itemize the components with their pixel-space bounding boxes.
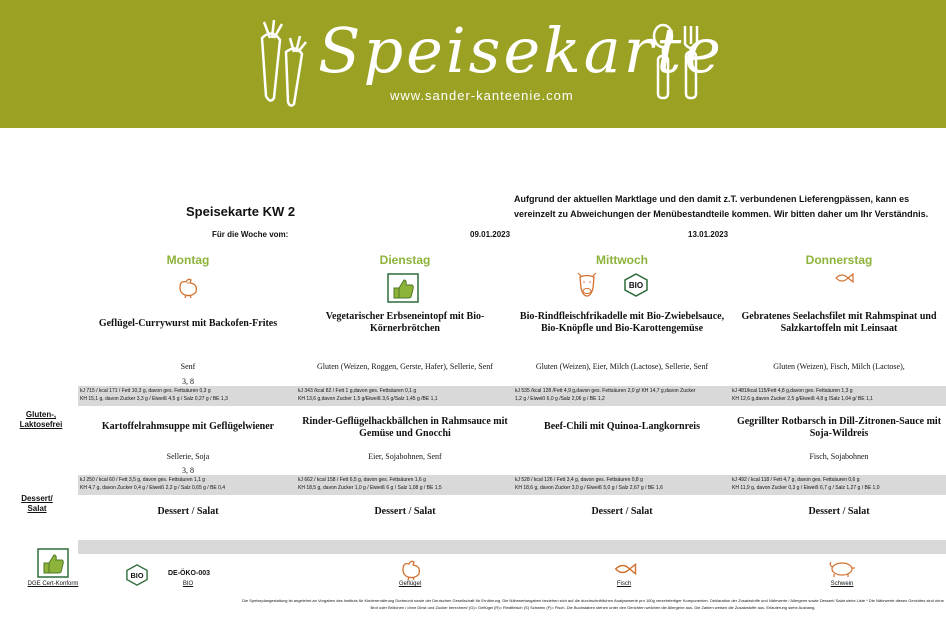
- nutrition-monday-1: kJ 715 / kcal 171 / Fett 10,3 g, davon ges. Fettsäuren 0,3 g KH 15,1 g, davon Zucker 3,3 g / Eiweiß 4,5 g / Salz 0,27 g / BE 1,3: [80, 388, 228, 402]
- nutrition-tuesday-2: kJ 662 / kcal 158 / Fett 6,5 g, davon ges. Fettsäuren 1,6 g KH 18,5 g, davon Zucker 1,0 g / Eiweiß 6 g / Salz 1,08 g / BE 1,5: [298, 477, 442, 491]
- allergens-thursday-2: Fisch, Sojabohnen: [809, 452, 869, 461]
- nutrition-thursday-1: kJ 481/kcal 115/Fett 4,8 g,davon ges. Fettsäuren 1,3 g KH 12,6 g,davon Zucker 2,5 g/Eiweiß 4,8 g /Salz 1,04 g/ BE 1,1: [732, 388, 873, 402]
- legend-fish: Fisch: [616, 581, 632, 587]
- thumbs-up-icon: [388, 274, 418, 302]
- menu-title: Speisekarte KW 2: [186, 204, 296, 219]
- footnote: Die Speiseplangestaltung ist angelehnt an Vorgaben des Instituts für Kinderernährung Dortmund sowie der Deutschen Gesellschaft für Ernährung. Die Nährwertangaben beziehen sich auf die durchschnittlichen Analysewerte pro 100g verzehrfertiger Komponenten. Deklaration der Zusatzstoffe und Nährwerte / Allergene sowie Dessert/ Salat siehe Liste * Die Nährwerte dieses Gerichtes sind ohne Brot oder Brötchen / ohne Dinst und Zucker berechnet/ (G)= Geflügel (R)= Rindfleisch (S) Schwein (F)= Fisch. Die Buchstaben stehen unter den Gerichten welchen die Allergene aus. Die Zahlen weisen die Zusatzstoffe aus. Erläuterung siehe Aushang.: [242, 598, 944, 610]
- banner-url[interactable]: www.sander-kanteenie.com: [390, 88, 574, 103]
- notice-text: Aufgrund der aktuellen Marktlage und den damit z.T. verbundenen Lieferengpässen, kann es vereinzelt zu Abweichungen der Menübestandteile kommen. Wir bitten daher um Ihr Verständnis.: [514, 194, 929, 219]
- dish-thursday-2: Gegrillter Rotbarsch in Dill-Zitronen-Sauce mit Soja-Wildreis: [736, 416, 942, 439]
- dge-thumbs-up-icon: [38, 549, 68, 577]
- nutrition-monday-2: kJ 250 / kcal 60 / Fett 3,5 g, davon ges. Fettsäuren 1,1 g KH 4,7 g, davon Zucker 0,4 g / Eiweiß 2,2 g / Salz 0,65 g / BE 0,4: [80, 477, 226, 491]
- dish-thursday-1: Gebratenes Seelachsfilet mit Rahmspinat und Salzkartoffeln mit Leinsaat: [741, 311, 937, 334]
- day-wednesday: Mittwoch: [596, 253, 648, 267]
- chicken-icon: [176, 276, 200, 298]
- legend-fish-icon: [612, 562, 638, 576]
- dessert-tuesday: Dessert / Salat: [374, 506, 436, 517]
- day-tuesday: Dienstag: [379, 253, 431, 267]
- legend-chicken-icon: [399, 558, 423, 580]
- allergens-monday-2: Sellerie, Soja: [166, 452, 210, 461]
- fish-icon: [834, 272, 854, 284]
- separator-band: [78, 540, 946, 554]
- bio-seal-icon: [624, 273, 648, 297]
- legend-bio-code: DE-ÖKO-003: [168, 570, 211, 577]
- dish-wednesday-2: Beef-Chili mit Quinoa-Langkornreis: [544, 421, 700, 432]
- day-monday: Montag: [166, 253, 210, 267]
- legend-bio-seal-icon: [126, 564, 148, 586]
- dish-tuesday-1: Vegetarischer Erbseneintopf mit Bio-Körnerbrötchen: [325, 311, 485, 334]
- carrot-icon: [250, 18, 310, 108]
- allergens-wednesday-1: Gluten (Weizen), Eier, Milch (Lactose), Sellerie, Senf: [535, 362, 709, 371]
- week-label: Für die Woche vom:: [212, 230, 289, 239]
- legend-dge: DGE Cert-Konform: [27, 581, 79, 587]
- nutrition-wednesday-2: kJ 528 / kcal 126 / Fett 3,4 g, davon ges. Fettsäuren 0,8 g KH 18,6 g, davon Zucker 3,0 g / Eiweiß 5,0 g / Salz 2,67 g / BE 1,6: [515, 477, 663, 491]
- dessert-wednesday: Dessert / Salat: [591, 506, 653, 517]
- legend-bio: BIO: [182, 581, 194, 587]
- allergens-tuesday-1: Gluten (Weizen, Roggen, Gerste, Hafer), Sellerie, Senf: [317, 362, 493, 371]
- dish-monday-2: Kartoffelrahmsuppe mit Geflügelwiener: [101, 421, 275, 432]
- nutrition-thursday-2: kJ 492 / kcal 118 / Fett 4,7 g, davon ges. Fettsäuren 0,6 g KH 11,9 g, davon Zucker 0,3 g / Eiweiß 6,7 g / Salz 1,27 g / BE 1,0: [732, 477, 880, 491]
- day-thursday: Donnerstag: [805, 253, 873, 267]
- dessert-thursday: Dessert / Salat: [808, 506, 870, 517]
- dish-wednesday-1: Bio-Rindfleischfrikadelle mit Bio-Zwiebelsauce, Bio-Knöpfle und Bio-Karottengemüse: [519, 311, 725, 334]
- nutrition-tuesday-1: kJ 343 /kcal 82 / Fett 1 g,davon ges. Fettsäuren 0,1 g KH 13,6 g,davon Zucker 1,5 g/Eiweiß 3,6 g/Salz 1,45 g /BE 1,1: [298, 388, 438, 402]
- side-label-gluten: Gluten-, Laktosefrei: [19, 410, 63, 429]
- dish-tuesday-2: Rinder-Geflügelhackbällchen in Rahmsauce mit Gemüse und Gnocchi: [302, 416, 508, 439]
- additives-monday-1: 3, 8: [182, 377, 194, 386]
- allergens-tuesday-2: Eier, Sojabohnen, Senf: [368, 452, 442, 461]
- svg-text:BIO: BIO: [130, 570, 144, 580]
- legend-poultry: Geflügel: [398, 581, 422, 587]
- allergens-thursday-1: Gluten (Weizen), Fisch, Milch (Lactose),: [773, 362, 905, 371]
- nutrition-wednesday-1: kJ 535 /kcal 128 /Fett 4,9 g,davon ges. Fettsäuren 2,0 g/ KH 14,7 g,davon Zucker 1,2 g / Eiweiß 6,0 g /Salz 2,06 g / BE 1,2: [515, 388, 696, 402]
- dessert-monday: Dessert / Salat: [157, 506, 219, 517]
- dish-monday-1: Geflügel-Currywurst mit Backofen-Frites: [98, 318, 278, 329]
- utensils-icon: [645, 22, 715, 102]
- svg-text:BIO: BIO: [628, 281, 644, 290]
- week-from: 09.01.2023: [470, 230, 511, 239]
- banner-title: Speisekarte: [318, 14, 724, 87]
- allergens-monday-1: Senf: [180, 362, 196, 371]
- cow-icon: [576, 272, 598, 298]
- legend-pork: Schwein: [830, 581, 854, 587]
- side-label-dessert: Dessert/ Salat: [21, 494, 53, 513]
- additives-monday-2: 3, 8: [182, 466, 194, 475]
- legend-pig-icon: [828, 561, 856, 577]
- week-to: 13.01.2023: [688, 230, 729, 239]
- header-banner: [0, 0, 946, 128]
